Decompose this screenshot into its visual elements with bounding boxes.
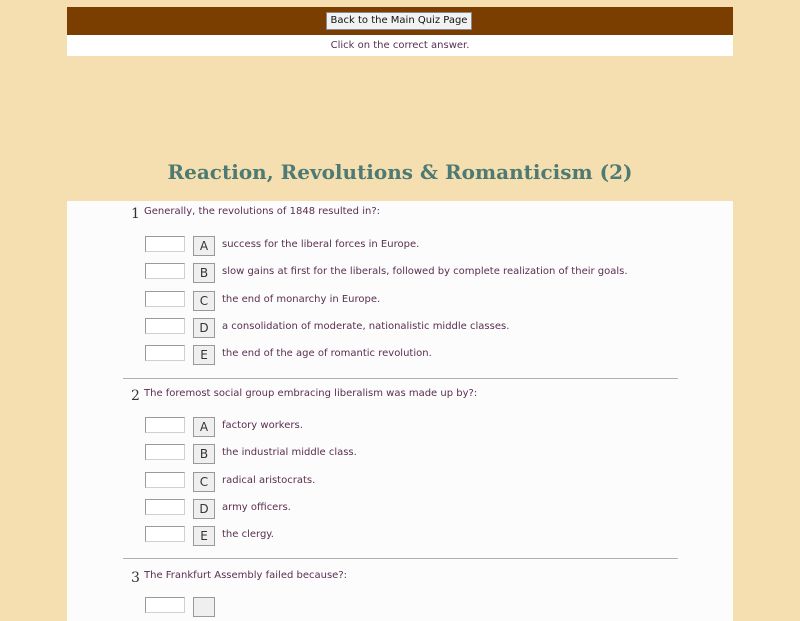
question-text: The foremost social group embracing liberalism was made up by?: <box>144 388 478 399</box>
answer-a-button[interactable] <box>193 597 215 617</box>
option-e <box>67 526 733 548</box>
question-number: 3 <box>131 570 140 586</box>
question-text: Generally, the revolutions of 1848 resulted in?: <box>144 206 381 217</box>
answer-c-button[interactable]: C <box>193 472 215 492</box>
option-d <box>67 318 733 340</box>
question-number: 2 <box>131 388 140 404</box>
answer-e-button[interactable]: E <box>193 345 215 365</box>
option-a <box>67 417 733 439</box>
answer-a-button[interactable]: A <box>193 417 215 437</box>
option-c <box>67 472 733 494</box>
option-text: slow gains at first for the liberals, followed by complete realization of their goals. <box>222 266 628 277</box>
option-b <box>67 444 733 466</box>
answer-d-button[interactable]: D <box>193 499 215 519</box>
option-text: the end of monarchy in Europe. <box>222 294 381 305</box>
answer-b-button[interactable]: B <box>193 444 215 464</box>
answer-box <box>145 417 185 433</box>
option-text: radical aristocrats. <box>222 475 316 486</box>
answer-b-button[interactable]: B <box>193 263 215 283</box>
option-e <box>67 345 733 367</box>
question-divider <box>123 378 678 379</box>
answer-box <box>145 236 185 252</box>
page-title: Reaction, Revolutions & Romanticism (2) <box>167 160 633 184</box>
option-text: the industrial middle class. <box>222 447 357 458</box>
question-number: 1 <box>131 206 140 222</box>
answer-e-button[interactable]: E <box>193 526 215 546</box>
option-c <box>67 291 733 313</box>
question-divider <box>123 558 678 559</box>
instruction-text: Click on the correct answer. <box>67 35 733 56</box>
answer-box <box>145 263 185 279</box>
option-a <box>67 597 733 619</box>
answer-box <box>145 526 185 542</box>
answer-box <box>145 291 185 307</box>
answer-d-button[interactable]: D <box>193 318 215 338</box>
option-b <box>67 263 733 285</box>
option-text: factory workers. <box>222 420 303 431</box>
answer-a-button[interactable]: A <box>193 236 215 256</box>
answer-c-button[interactable]: C <box>193 291 215 311</box>
answer-box <box>145 472 185 488</box>
quiz-panel <box>67 201 733 621</box>
option-text: the end of the age of romantic revolution. <box>222 348 432 359</box>
answer-box <box>145 597 185 613</box>
answer-box <box>145 318 185 334</box>
top-bar <box>67 7 733 35</box>
answer-box <box>145 499 185 515</box>
option-text: army officers. <box>222 502 291 513</box>
option-a <box>67 236 733 258</box>
option-text: a consolidation of moderate, nationalistic middle classes. <box>222 321 510 332</box>
option-text: success for the liberal forces in Europe. <box>222 239 420 250</box>
back-to-main-quiz-button[interactable]: Back to the Main Quiz Page <box>326 12 472 30</box>
question-text: The Frankfurt Assembly failed because?: <box>144 570 348 581</box>
answer-box <box>145 345 185 361</box>
answer-box <box>145 444 185 460</box>
option-text: the clergy. <box>222 529 274 540</box>
option-d <box>67 499 733 521</box>
